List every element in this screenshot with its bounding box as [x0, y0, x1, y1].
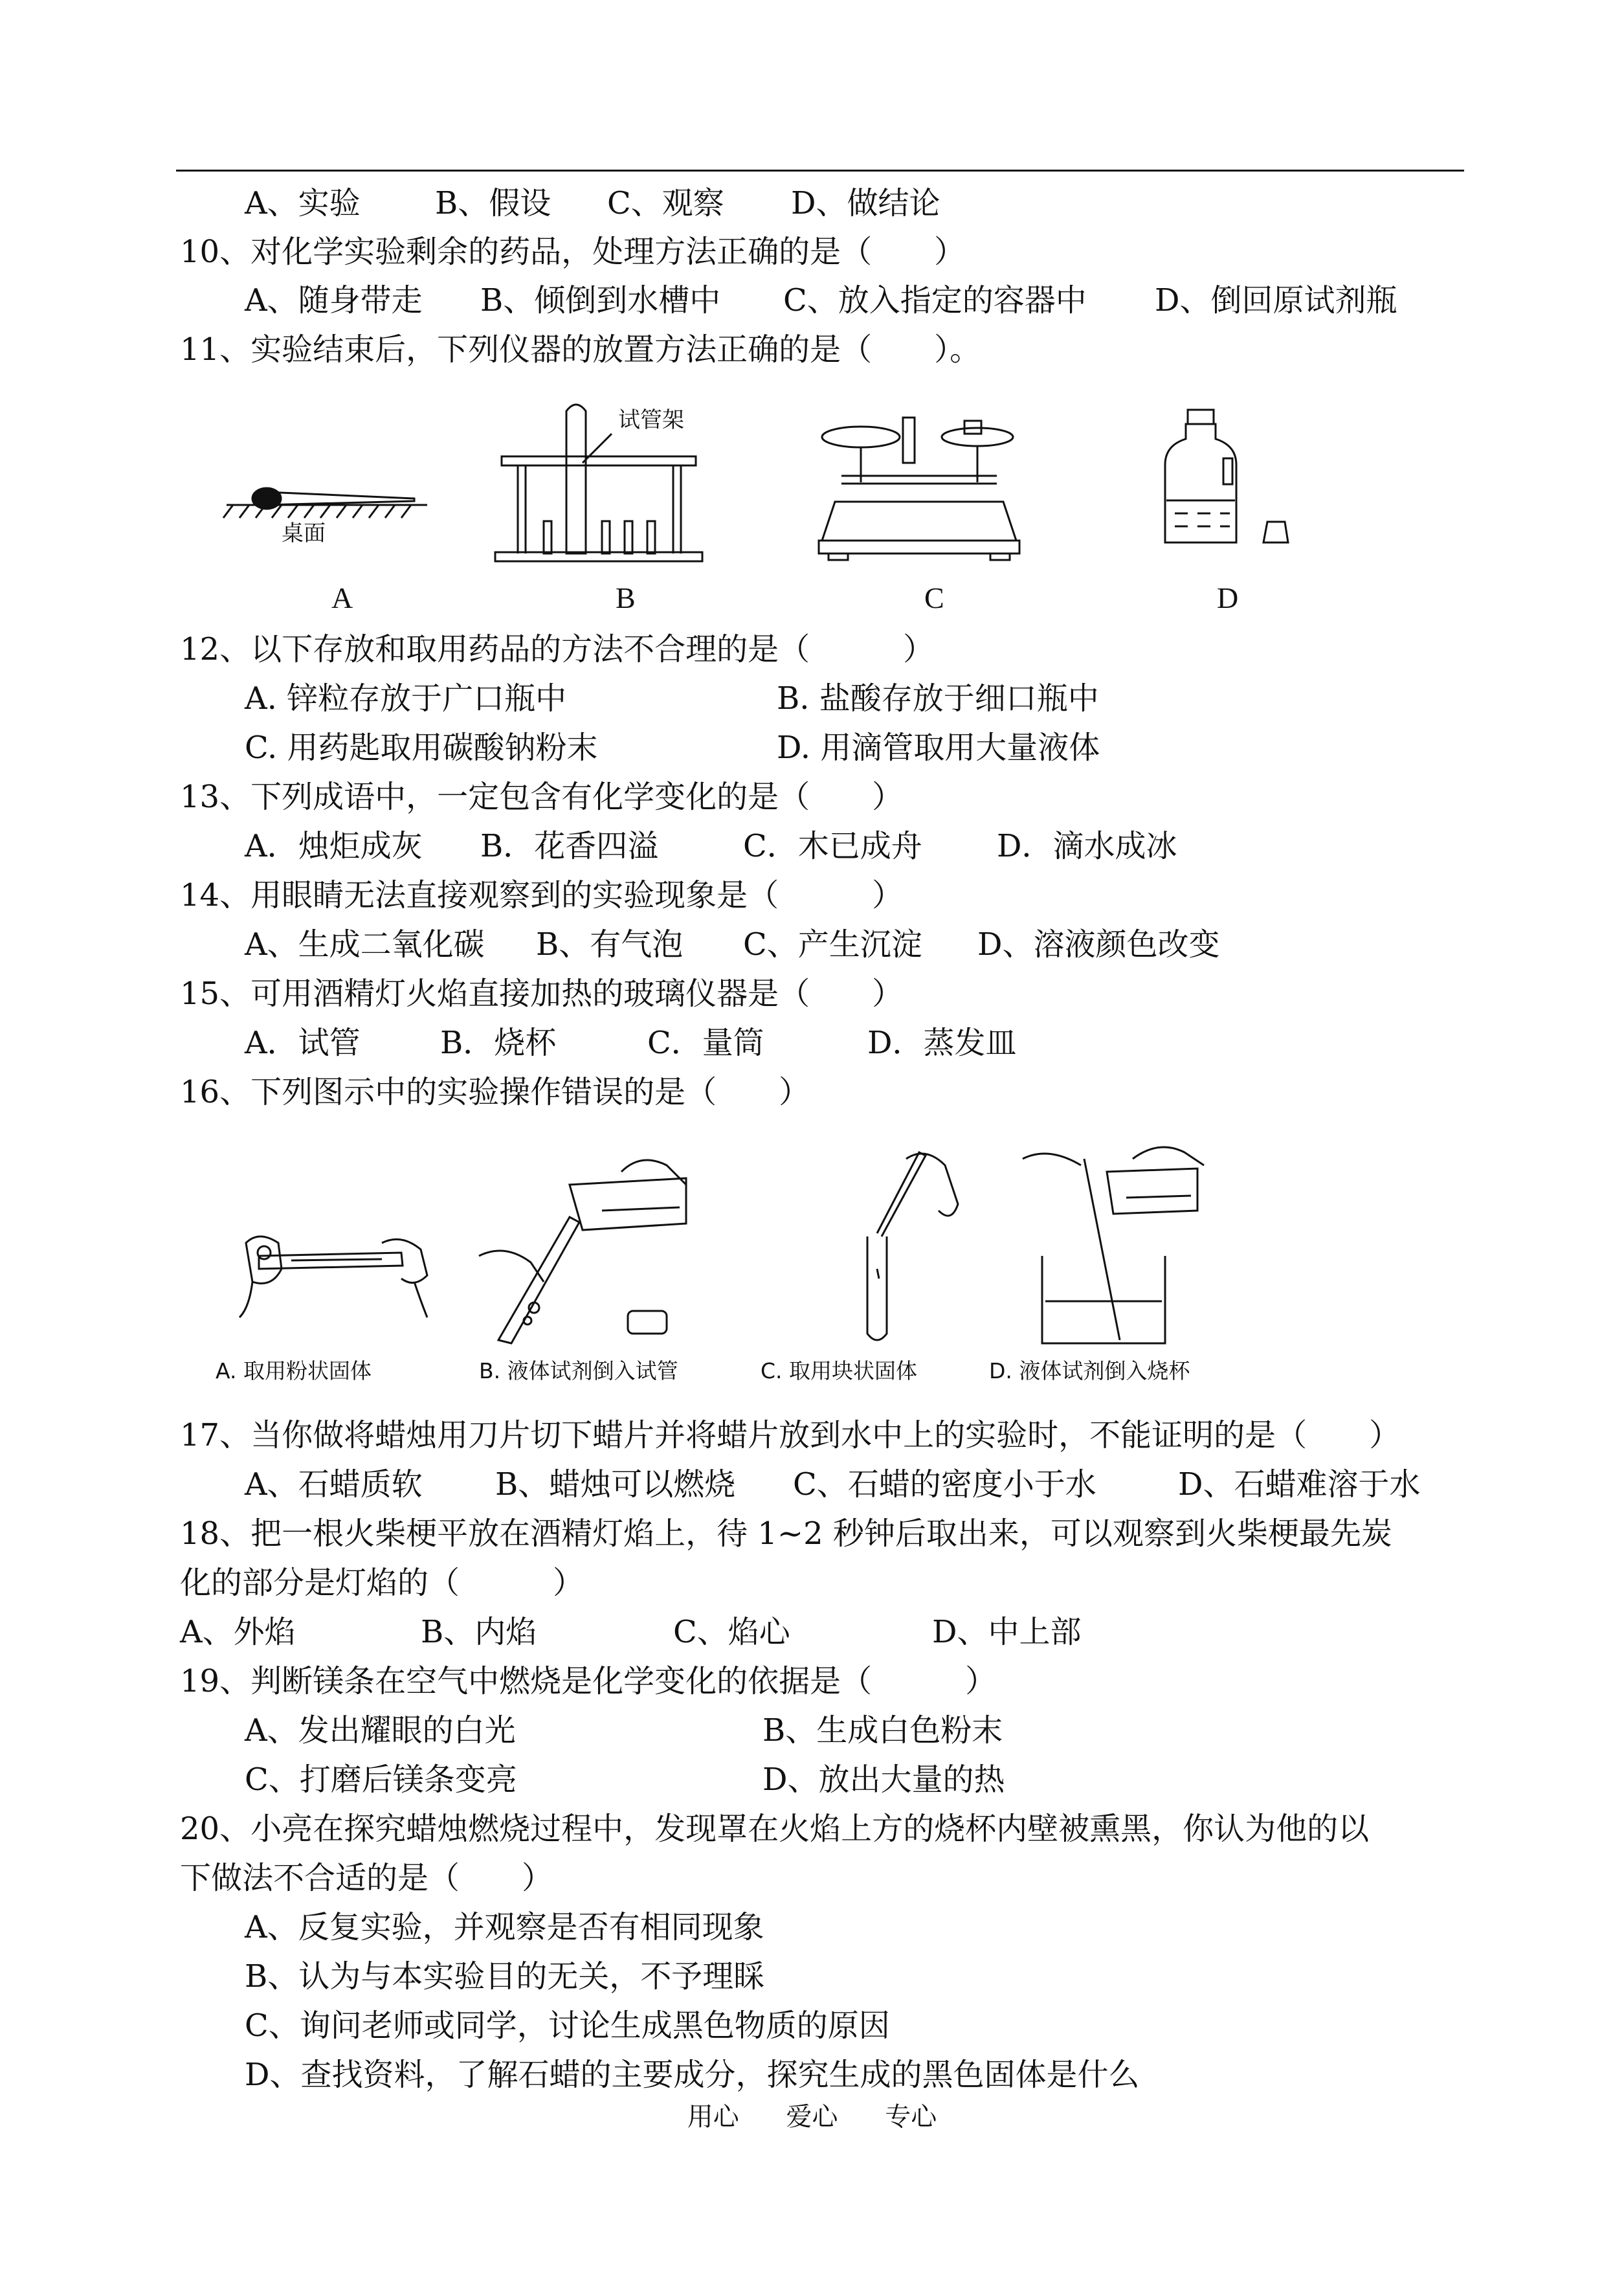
- q11-figure-a: [220, 453, 440, 563]
- q15-option-d: D．蒸发皿: [867, 1025, 1017, 1061]
- q17-option-b: B、蜡烛可以燃烧: [495, 1466, 736, 1503]
- q14-option-c: C、产生沉淀: [743, 926, 922, 963]
- q11-figure-b: [492, 398, 712, 566]
- q16-figure-b: [473, 1146, 706, 1347]
- q10-stem: 10、对化学实验剩余的药品，处理方法正确的是（ ）: [180, 234, 966, 270]
- q16-stem: 16、下列图示中的实验操作错误的是（ ）: [180, 1074, 810, 1110]
- q12-option-d: D. 用滴管取用大量液体: [777, 730, 1100, 766]
- q20-stem-line2: 下做法不合适的是（ ）: [180, 1860, 553, 1896]
- q12-option-a: A. 锌粒存放于广口瓶中: [245, 680, 567, 717]
- footer-text-3: 专心: [885, 2102, 937, 2132]
- q16-caption-b: B. 液体试剂倒入试管: [479, 1358, 678, 1383]
- q18-option-a: A、外焰: [180, 1614, 296, 1650]
- q19-option-c: C、打磨后镁条变亮: [245, 1762, 517, 1798]
- q10-option-b: B、倾倒到水槽中: [480, 282, 721, 319]
- q18-option-c: C、焰心: [673, 1614, 790, 1650]
- q15-option-a: A．试管: [245, 1025, 361, 1061]
- q16-caption-a: A. 取用粉状固体: [216, 1358, 372, 1383]
- q15-stem: 15、可用酒精灯火焰直接加热的玻璃仪器是（ ）: [180, 976, 904, 1012]
- q16-figure-c: [841, 1139, 971, 1353]
- q13-stem: 13、下列成语中，一定包含有化学变化的是（ ）: [180, 779, 904, 815]
- q17-option-a: A、石蜡质软: [245, 1466, 423, 1503]
- q19-stem: 19、判断镁条在空气中燃烧是化学变化的依据是（ ）: [180, 1663, 997, 1699]
- q10-option-c: C、放入指定的容器中: [783, 282, 1087, 319]
- q16-figure-a: [233, 1217, 440, 1321]
- q18-option-d: D、中上部: [932, 1614, 1082, 1650]
- q14-stem: 14、用眼睛无法直接观察到的实验现象是（ ）: [180, 877, 904, 913]
- footer-text-1: 用心: [687, 2102, 739, 2132]
- q11-label-c: C: [924, 581, 944, 614]
- q15-option-b: B．烧杯: [440, 1025, 557, 1061]
- q10-option-d: D、倒回原试剂瓶: [1155, 282, 1397, 319]
- q11-label-a: A: [331, 581, 353, 614]
- q16-caption-c: C. 取用块状固体: [761, 1358, 918, 1383]
- q14-option-a: A、生成二氧化碳: [245, 926, 485, 963]
- header-rule: [176, 170, 1464, 172]
- q18-stem-line2: 化的部分是灯焰的（ ）: [180, 1565, 584, 1601]
- q11-figure-d: [1159, 407, 1301, 555]
- q19-option-b: B、生成白色粉末: [762, 1712, 1003, 1749]
- q13-option-c: C．木已成舟: [743, 828, 922, 864]
- q13-option-b: B．花香四溢: [480, 828, 659, 864]
- q11-label-d: D: [1217, 581, 1239, 614]
- q13-option-a: A．烛炬成灰: [245, 828, 423, 864]
- q9-option-c: C、观察: [607, 185, 724, 221]
- q16-figure-d: [1010, 1107, 1217, 1353]
- footer-text-2: 爱心: [786, 2102, 838, 2132]
- q20-option-b: B、认为与本实验目的无关，不予理睬: [245, 1958, 765, 1995]
- q9-option-d: D、做结论: [791, 185, 940, 221]
- q16-caption-d: D. 液体试剂倒入烧杯: [989, 1358, 1190, 1383]
- q10-option-a: A、随身带走: [245, 282, 423, 319]
- q9-option-a: A、实验: [245, 185, 361, 221]
- q12-stem: 12、以下存放和取用药品的方法不合理的是（ ）: [180, 631, 935, 667]
- q20-option-c: C、询问老师或同学，讨论生成黑色物质的原因: [245, 2008, 890, 2044]
- q17-option-d: D、石蜡难溶于水: [1178, 1466, 1421, 1503]
- q9-option-b: B、假设: [435, 185, 551, 221]
- q11-figure-a-text: 桌面: [282, 520, 326, 546]
- q17-option-c: C、石蜡的密度小于水: [793, 1466, 1096, 1503]
- q18-stem-line1: 18、把一根火柴梗平放在酒精灯焰上，待 1~2 秒钟后取出来，可以观察到火柴梗最先炭: [180, 1516, 1392, 1552]
- q12-option-c: C. 用药匙取用碳酸钠粉末: [245, 730, 598, 766]
- q18-option-b: B、内焰: [421, 1614, 537, 1650]
- page-footer: [0, 2101, 1624, 2133]
- q11-label-b: B: [616, 581, 636, 614]
- q19-option-a: A、发出耀眼的白光: [245, 1712, 516, 1749]
- q14-option-b: B、有气泡: [536, 926, 684, 963]
- q19-option-d: D、放出大量的热: [762, 1762, 1005, 1798]
- q12-option-b: B. 盐酸存放于细口瓶中: [777, 680, 1099, 717]
- q11-stem: 11、实验结束后，下列仪器的放置方法正确的是（ ）。: [180, 331, 981, 368]
- q17-stem: 17、当你做将蜡烛用刀片切下蜡片并将蜡片放到水中上的实验时，不能证明的是（ ）: [180, 1417, 1401, 1453]
- q15-option-c: C．量筒: [647, 1025, 764, 1061]
- q13-option-d: D．滴水成冰: [997, 828, 1177, 864]
- q14-option-d: D、溶液颜色改变: [977, 926, 1220, 963]
- q20-option-a: A、反复实验，并观察是否有相同现象: [245, 1909, 764, 1945]
- q11-figure-c: [816, 411, 1023, 566]
- q20-stem-line1: 20、小亮在探究蜡烛燃烧过程中，发现罩在火焰上方的烧杯内壁被熏黑，你认为他的以: [180, 1811, 1370, 1847]
- q20-option-d: D、查找资料，了解石蜡的主要成分，探究生成的黑色固体是什么: [245, 2057, 1140, 2093]
- q11-figure-b-text: 试管架: [618, 407, 684, 433]
